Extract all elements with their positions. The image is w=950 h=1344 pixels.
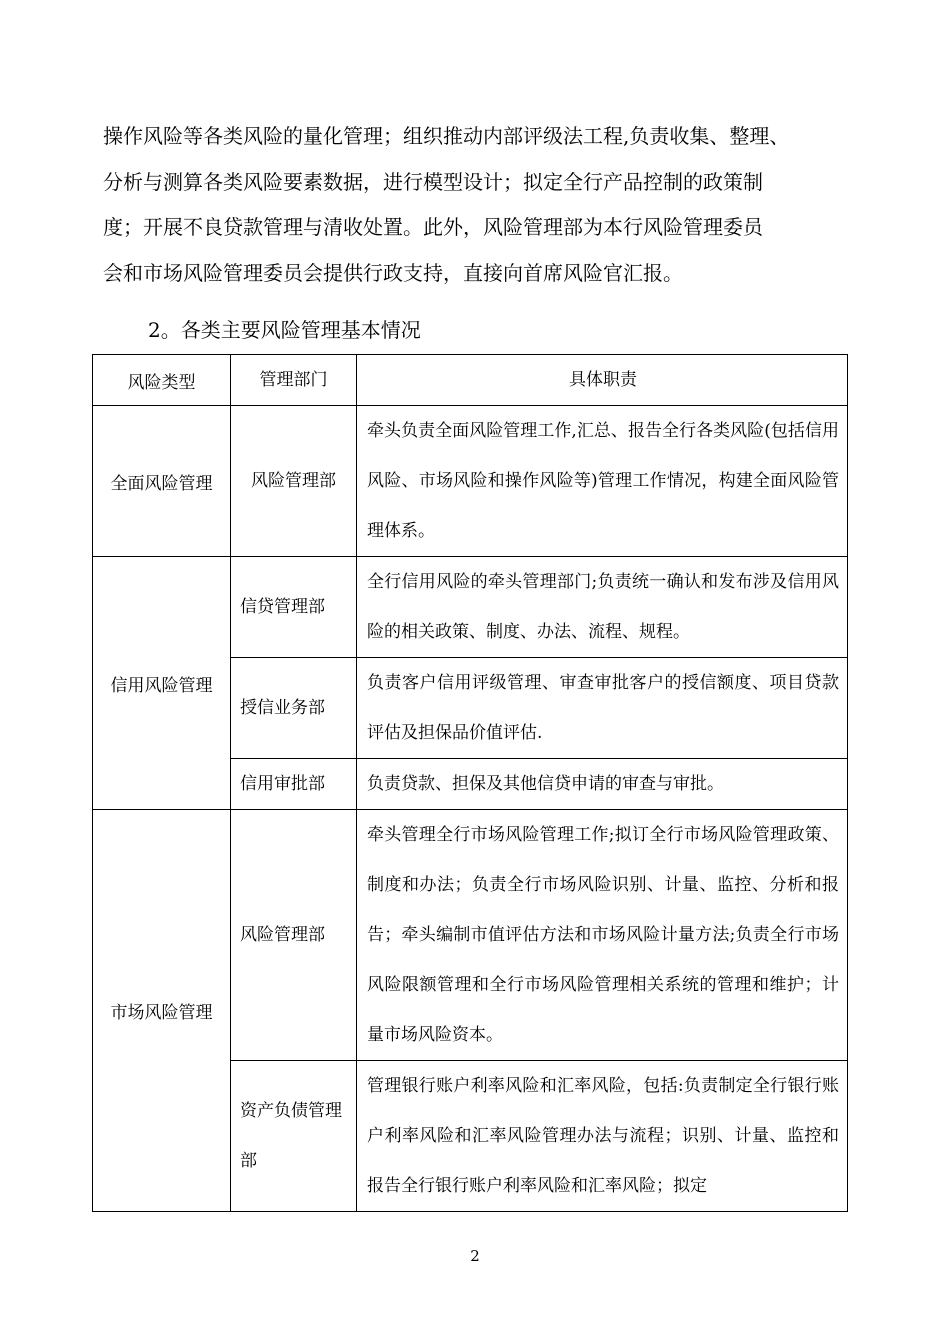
duty-cell: 负责客户信用评级管理、审查审批客户的授信额度、项目贷款评估及担保品价值评估.: [357, 658, 848, 759]
intro-line: 操作风险等各类风险的量化管理；组织推动内部评级法工程,负责收集、整理、: [103, 124, 790, 148]
department-cell: 信贷管理部: [231, 557, 357, 658]
risk-management-table: [92, 354, 848, 1212]
duty-cell: 管理银行账户利率风险和汇率风险，包括:负责制定全行银行账户利率风险和汇率风险管理办法与流程；识别、计量、监控和报告全行银行账户利率风险和汇率风险；拟定: [357, 1061, 848, 1212]
header-duties: 具体职责: [357, 355, 848, 406]
department-cell: 风险管理部: [231, 810, 357, 1061]
header-department: 管理部门: [231, 355, 357, 406]
header-risk-type: 风险类型: [93, 355, 231, 406]
risk-type-cell: 市场风险管理: [93, 810, 231, 1212]
intro-line: 分析与测算各类风险要素数据，进行模型设计；拟定全行产品控制的政策制: [103, 169, 763, 194]
risk-type-cell: 信用风险管理: [93, 557, 231, 810]
duty-cell: 牵头管理全行市场风险管理工作;拟订全行市场风险管理政策、制度和办法；负责全行市场风险识别、计量、监控、分析和报告；牵头编制市值评估方法和市场风险计量方法;负责全行市场风险限额管理和全行市场风险管理相关系统的管理和维护；计量市场风险资本。: [357, 810, 848, 1061]
page-number: 2: [470, 1247, 480, 1265]
duty-cell: 全行信用风险的牵头管理部门;负责统一确认和发布涉及信用风险的相关政策、制度、办法、流程、规程。: [357, 557, 848, 658]
table-row: [93, 810, 848, 1061]
duty-cell: 牵头负责全面风险管理工作,汇总、报告全行各类风险(包括信用风险、市场风险和操作风险等)管理工作情况，构建全面风险管理体系。: [357, 406, 848, 557]
department-cell: 资产负债管理部: [231, 1061, 357, 1212]
department-cell: 信用审批部: [231, 759, 357, 810]
risk-type-cell: 全面风险管理: [93, 406, 231, 557]
duty-cell: 负责贷款、担保及其他信贷申请的审查与审批。: [357, 759, 848, 810]
intro-paragraph: [103, 114, 843, 296]
department-cell: 授信业务部: [231, 658, 357, 759]
intro-line: 度；开展不良贷款管理与清收处置。此外，风险管理部为本行风险管理委员: [103, 215, 763, 239]
table-header-row: [93, 355, 848, 406]
intro-line: 会和市场风险管理委员会提供行政支持，直接向首席风险官汇报。: [103, 260, 683, 285]
table-row: [93, 406, 848, 557]
department-cell: 风险管理部: [231, 406, 357, 557]
table-row: [93, 557, 848, 658]
section-heading: 2。各类主要风险管理基本情况: [148, 318, 421, 342]
